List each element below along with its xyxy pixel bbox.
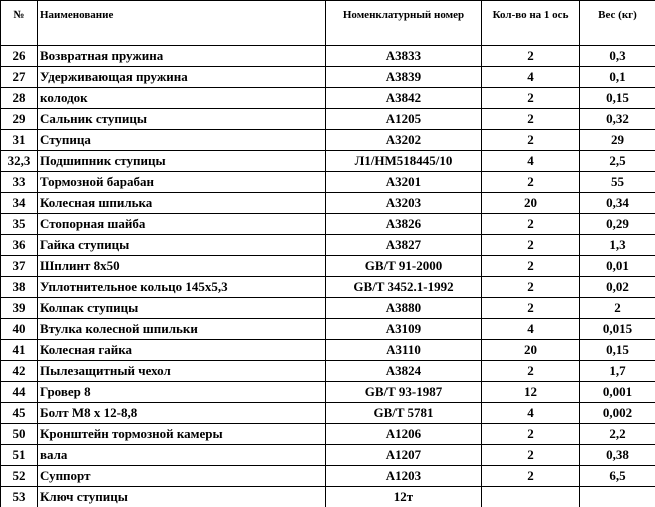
part-name: Суппорт [38,466,326,487]
quantity-per-axle: 2 [482,214,580,235]
row-number: 35 [1,214,38,235]
weight-kg: 6,5 [580,466,655,487]
part-name: Колесная шпилька [38,193,326,214]
part-name: Шплинт 8х50 [38,256,326,277]
part-name: Стопорная шайба [38,214,326,235]
row-number: 53 [1,487,38,507]
part-name: Сальник ступицы [38,109,326,130]
table-row [1,88,655,109]
part-code: А1203 [326,466,482,487]
part-code: GB/T 3452.1-1992 [326,277,482,298]
table-row [1,214,655,235]
table-row [1,403,655,424]
column-header-code: Номенклатурный номер [326,1,482,46]
part-code: А3880 [326,298,482,319]
table-row [1,445,655,466]
weight-kg: 0,34 [580,193,655,214]
column-header-quantity: Кол-во на 1 ось [482,1,580,46]
weight-kg: 2 [580,298,655,319]
weight-kg: 0,002 [580,403,655,424]
part-code: Л1/НМ518445/10 [326,151,482,172]
row-number: 27 [1,67,38,88]
part-code: А3109 [326,319,482,340]
weight-kg: 1,7 [580,361,655,382]
part-code: А3203 [326,193,482,214]
column-header-number: № [1,1,38,46]
table-row [1,466,655,487]
row-number: 41 [1,340,38,361]
weight-kg: 0,01 [580,256,655,277]
part-code: GB/T 91-2000 [326,256,482,277]
quantity-per-axle: 4 [482,403,580,424]
table-row [1,67,655,88]
quantity-per-axle: 2 [482,256,580,277]
row-number: 44 [1,382,38,403]
part-code: А1205 [326,109,482,130]
table-row [1,256,655,277]
table-row [1,130,655,151]
row-number: 29 [1,109,38,130]
weight-kg: 2,5 [580,151,655,172]
part-code: 12т [326,487,482,507]
part-name: Колесная гайка [38,340,326,361]
row-number: 50 [1,424,38,445]
part-name: Гровер 8 [38,382,326,403]
table-row [1,382,655,403]
quantity-per-axle: 2 [482,109,580,130]
part-name: Уплотнительное кольцо 145х5,3 [38,277,326,298]
part-code: А3824 [326,361,482,382]
part-code: А3842 [326,88,482,109]
part-name: Возвратная пружина [38,46,326,67]
part-name: Ключ ступицы [38,487,326,507]
quantity-per-axle: 2 [482,235,580,256]
part-code: А3839 [326,67,482,88]
quantity-per-axle: 2 [482,130,580,151]
part-code: GB/T 93-1987 [326,382,482,403]
quantity-per-axle: 4 [482,151,580,172]
quantity-per-axle: 20 [482,340,580,361]
part-name: Втулка колесной шпильки [38,319,326,340]
row-number: 39 [1,298,38,319]
part-name: Ступица [38,130,326,151]
table-row [1,151,655,172]
row-number: 38 [1,277,38,298]
part-code: А1207 [326,445,482,466]
part-code: А3833 [326,46,482,67]
table-row [1,235,655,256]
part-code: GB/T 5781 [326,403,482,424]
table-row [1,109,655,130]
table-row [1,298,655,319]
weight-kg: 0,015 [580,319,655,340]
part-name: Кронштейн тормозной камеры [38,424,326,445]
row-number: 40 [1,319,38,340]
weight-kg: 1,3 [580,235,655,256]
part-name: Тормозной барабан [38,172,326,193]
row-number: 42 [1,361,38,382]
quantity-per-axle: 2 [482,46,580,67]
part-name: колодок [38,88,326,109]
row-number: 32,3 [1,151,38,172]
row-number: 52 [1,466,38,487]
quantity-per-axle: 2 [482,445,580,466]
quantity-per-axle: 2 [482,172,580,193]
weight-kg: 0,38 [580,445,655,466]
part-code: А1206 [326,424,482,445]
weight-kg: 0,29 [580,214,655,235]
weight-kg: 0,001 [580,382,655,403]
table-row [1,424,655,445]
weight-kg: 0,15 [580,88,655,109]
table-row [1,340,655,361]
table-row [1,487,655,507]
row-number: 33 [1,172,38,193]
weight-kg: 55 [580,172,655,193]
weight-kg: 0,15 [580,340,655,361]
weight-kg: 29 [580,130,655,151]
part-name: Болт М8 х 12-8,8 [38,403,326,424]
weight-kg: 0,32 [580,109,655,130]
weight-kg [580,487,655,507]
quantity-per-axle: 2 [482,88,580,109]
quantity-per-axle: 12 [482,382,580,403]
row-number: 45 [1,403,38,424]
table-row [1,46,655,67]
part-name: Пылезащитный чехол [38,361,326,382]
table-row [1,319,655,340]
part-code: А3827 [326,235,482,256]
weight-kg: 0,1 [580,67,655,88]
table-header-row [1,1,655,46]
table-row [1,193,655,214]
column-header-name: Наименование [38,1,326,46]
quantity-per-axle: 2 [482,361,580,382]
part-code: А3110 [326,340,482,361]
row-number: 34 [1,193,38,214]
row-number: 37 [1,256,38,277]
table-row [1,277,655,298]
table-row [1,172,655,193]
part-code: А3202 [326,130,482,151]
row-number: 28 [1,88,38,109]
part-code: А3826 [326,214,482,235]
part-name: Гайка ступицы [38,235,326,256]
part-code: А3201 [326,172,482,193]
part-name: Удерживающая пружина [38,67,326,88]
weight-kg: 0,02 [580,277,655,298]
quantity-per-axle: 4 [482,67,580,88]
quantity-per-axle: 2 [482,298,580,319]
part-name: Колпак ступицы [38,298,326,319]
quantity-per-axle: 2 [482,466,580,487]
part-name: вала [38,445,326,466]
quantity-per-axle: 2 [482,424,580,445]
quantity-per-axle: 4 [482,319,580,340]
table-row [1,361,655,382]
part-name: Подшипник ступицы [38,151,326,172]
quantity-per-axle: 2 [482,277,580,298]
row-number: 31 [1,130,38,151]
row-number: 26 [1,46,38,67]
quantity-per-axle [482,487,580,507]
weight-kg: 0,3 [580,46,655,67]
weight-kg: 2,2 [580,424,655,445]
row-number: 36 [1,235,38,256]
column-header-weight: Вес (кг) [580,1,655,46]
row-number: 51 [1,445,38,466]
quantity-per-axle: 20 [482,193,580,214]
